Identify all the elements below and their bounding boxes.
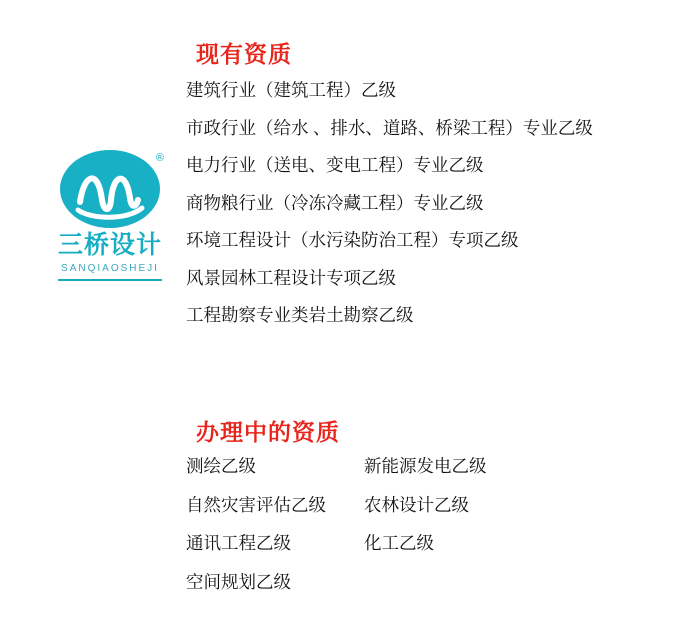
list-item: 空间规划乙级 <box>186 571 291 592</box>
list-item: 建筑行业（建筑工程）乙级 <box>186 80 396 100</box>
existing-qualifications-title: 现有资质 <box>196 42 292 67</box>
list-row <box>186 571 606 592</box>
logo-company-name: 三桥设计 <box>57 231 162 259</box>
processing-qualifications-title: 办理中的资质 <box>196 420 340 445</box>
list-item: 新能源发电乙级 <box>364 456 487 476</box>
list-item: 工程勘察专业类岩土勘察乙级 <box>186 305 414 325</box>
list-item: 自然灾害评估乙级 <box>186 494 326 515</box>
list-item: 市政行业（给水 、排水、道路、桥梁工程）专业乙级 <box>186 117 593 138</box>
list-row <box>186 458 606 476</box>
registered-trademark-icon: ® <box>155 152 164 164</box>
list-item: 电力行业（送电、变电工程）专业乙级 <box>186 155 484 175</box>
logo-company-pinyin: SANQIAOSHEJI <box>61 262 159 274</box>
logo-wave-icon <box>58 148 162 230</box>
company-logo <box>48 148 172 281</box>
list-row <box>186 535 606 553</box>
logo-underline <box>58 279 162 281</box>
list-item: 通讯工程乙级 <box>186 533 291 553</box>
processing-qualifications-list <box>186 458 606 612</box>
list-item: 环境工程设计（水污染防治工程）专项乙级 <box>186 230 519 250</box>
list-item: 商物粮行业（冷冻冷藏工程）专业乙级 <box>186 192 484 213</box>
existing-qualifications-list <box>186 82 676 345</box>
list-item: 化工乙级 <box>364 533 434 553</box>
list-item: 风景园林工程设计专项乙级 <box>186 267 396 288</box>
list-item: 农林设计乙级 <box>364 494 469 515</box>
list-item: 测绘乙级 <box>186 456 256 476</box>
list-row <box>186 494 606 515</box>
